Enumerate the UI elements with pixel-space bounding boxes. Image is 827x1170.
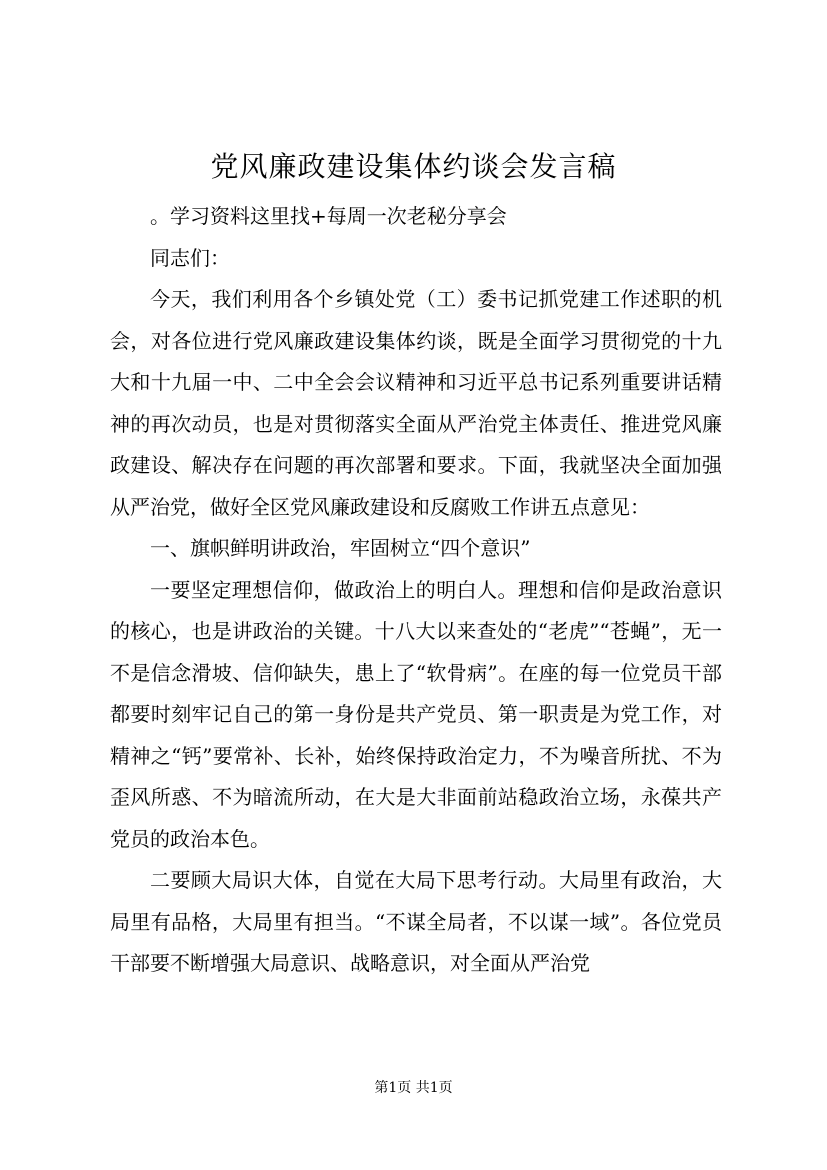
paragraph-intro: 今天，我们利用各个乡镇处党（工）委书记抓党建工作述职的机会，对各位进行党风廉政建设集体约谈，既是全面学习贯彻党的十九大和十九届一中、二中全会会议精神和习近平总书记系列重要讲话精神的再次动员，也是对贯彻落实全面从严治党主体责任、推进党风廉政建设、解决存在问题的再次部署和要求。下面，我就坚决全面加强从严治党，做好全区党风廉政建设和反腐败工作讲五点意见： (110, 287, 722, 519)
paragraph-point-1: 一要坚定理想信仰，做政治上的明白人。理想和信仰是政治意识的核心，也是讲政治的关键。十八大以来查处的“老虎”“苍蝇”，无一不是信念滑坡、信仰缺失，患上了“软骨病”。在座的每一位党员干部都要时刻牢记自己的第一身份是共产党员、第一职责是为党工作，对精神之“钙”要常补、长补，始终保持政治定力，不为噪音所扰、不为歪风所惑、不为暗流所动，在大是大非面前站稳政治立场，永葆共产党员的政治本色。 (110, 577, 722, 851)
document-title: 党风廉政建设集体约谈会发言稿 (210, 150, 617, 183)
paragraph-note: 。学习资料这里找+每周一次老秘分享会 (150, 204, 507, 228)
paragraph-salutation: 同志们： (150, 245, 230, 270)
page-footer: 第1页 共1页 (374, 1080, 453, 1096)
section-heading-1: 一、旗帜鲜明讲政治，牢固树立“四个意识” (150, 536, 531, 560)
paragraph-point-2: 二要顾大局识大体，自觉在大局下思考行动。大局里有政治，大局里有品格，大局里有担当。“不谋全局者，不以谋一域”。各位党员干部要不断增强大局意识、战略意识，对全面从严治党 (110, 868, 722, 975)
document-body (110, 196, 722, 985)
